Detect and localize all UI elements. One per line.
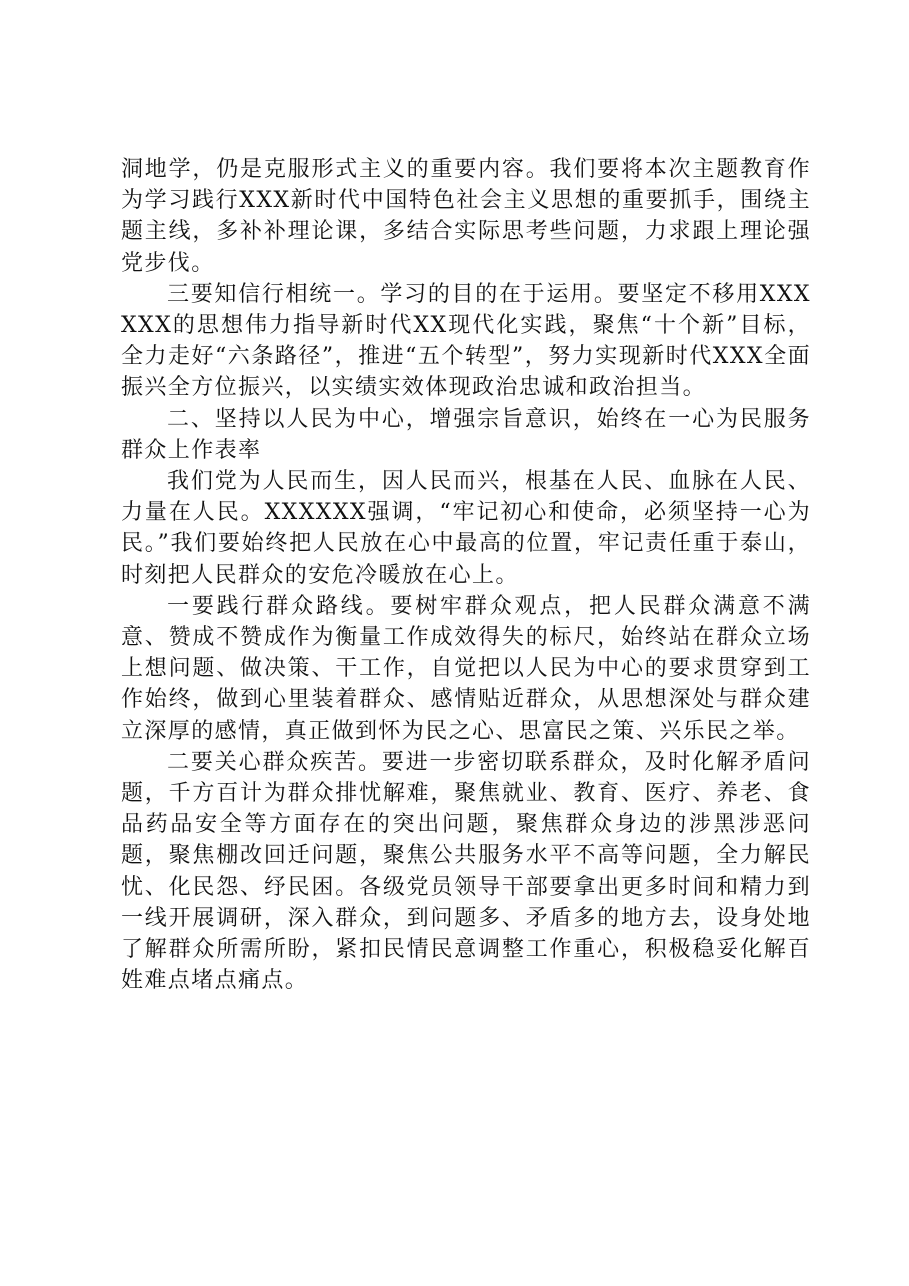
paragraph-care-for-masses: 二要关心群众疾苦。要进一步密切联系群众，及时化解矛盾问题，千方百计为群众排忧解难，聚焦就业、教育、医疗、养老、食品药品安全等方面存在的突出问题，聚焦群众身边的涉黑涉恶问题，聚焦棚改回迁问题，聚焦公共服务水平不高等问题，全力解民忧、化民怨、纾民困。各级党员领导干部要拿出更多时间和精力到一线开展调研，深入群众，到问题多、矛盾多的地方去，设身处地了解群众所需所盼，紧扣民情民意调整工作重心，积极稳妥化解百姓难点堵点痛点。 [121, 749, 811, 994]
paragraph-zhi-xin-xing: 三要知信行相统一。学习的目的在于运用。要坚定不移用XXXXXX的思想伟力指导新时代XX现代化实践，聚焦“十个新”目标，全力走好“六条路径”，推进“五个转型”，努力实现新时代XXX全面振兴全方位振兴，以实绩实效体现政治忠诚和政治担当。 [121, 281, 811, 401]
document-body [121, 154, 811, 996]
paragraph-continuation: 洞地学，仍是克服形式主义的重要内容。我们要将本次主题教育作为学习践行XXX新时代中国特色社会主义思想的重要抓手，围绕主题主线，多补补理论课，多结合实际思考些问题，力求跟上理论强党步伐。 [121, 157, 811, 276]
paragraph-party-for-people: 我们党为人民而生，因人民而兴，根基在人民、血脉在人民、力量在人民。XXXXXX强调，“牢记初心和使命，必须坚持一心为民。”我们要始终把人民放在心中最高的位置，牢记责任重于泰山，时刻把人民群众的安危冷暖放在心上。 [121, 469, 811, 588]
section-heading-people-centered: 二、坚持以人民为中心，增强宗旨意识，始终在一心为民服务群众上作表率 [121, 406, 811, 463]
paragraph-mass-line: 一要践行群众路线。要树牢群众观点，把人民群众满意不满意、赞成不赞成作为衡量工作成效得失的标尺，始终站在群众立场上想问题、做决策、干工作，自觉把以人民为中心的要求贯穿到工作始终，做到心里装着群众、感情贴近群众，从思想深处与群众建立深厚的感情，真正做到怀为民之心、思富民之策、兴乐民之举。 [121, 593, 811, 744]
